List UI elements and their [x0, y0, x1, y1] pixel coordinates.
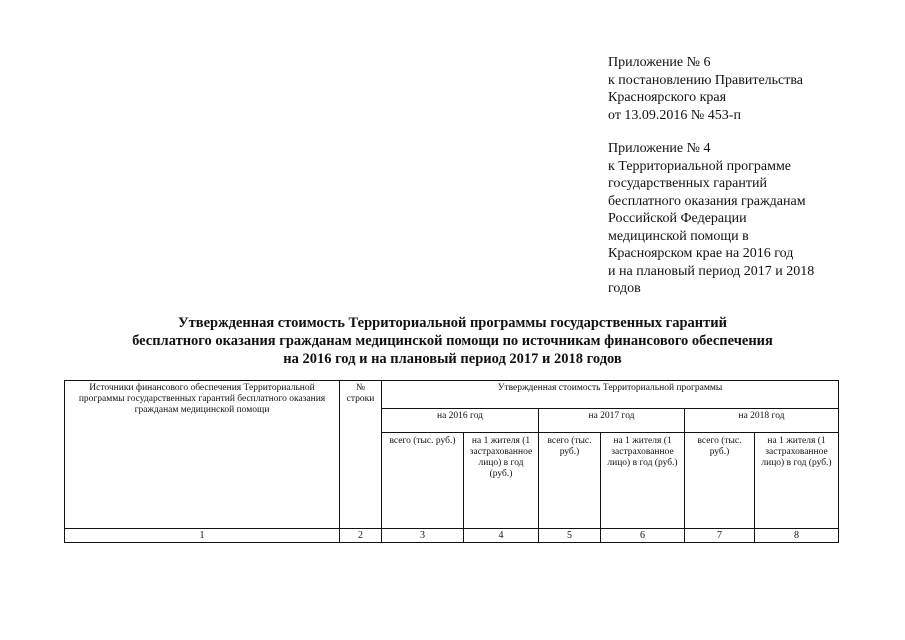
cost-header: Утвержденная стоимость Территориальной программы	[382, 381, 839, 409]
column-number: 4	[464, 529, 539, 543]
cost-table	[64, 380, 839, 543]
annex-4-line: бесплатного оказания гражданам	[608, 193, 806, 209]
subheader-total: всего (тыс. руб.)	[539, 433, 601, 529]
subheader-total: всего (тыс. руб.)	[685, 433, 755, 529]
annex-6-line: к постановлению Правительства	[608, 72, 804, 88]
year-2017-header: на 2017 год	[539, 409, 685, 433]
column-number: 1	[65, 529, 340, 543]
column-number: 7	[685, 529, 755, 543]
row-number-header: № строки	[340, 381, 382, 529]
subheader-per-capita: на 1 жителя (1 застрахованное лицо) в год (руб.)	[601, 433, 685, 529]
column-number: 5	[539, 529, 601, 543]
column-number: 6	[601, 529, 685, 543]
annex-4-line: годов	[608, 281, 641, 296]
title-line: на 2016 год и на плановый период 2017 и 2018 годов	[283, 351, 622, 367]
source-header: Источники финансового обеспечения Территориальной программы государственных гарантий бесплатного оказания гражданам медицинской помощи	[65, 381, 340, 529]
subheader-total: всего (тыс. руб.)	[382, 433, 464, 529]
annex-4-line: медицинской помощи в	[608, 228, 749, 244]
annex-6-line: Красноярского края	[608, 90, 727, 105]
column-number: 2	[340, 529, 382, 543]
subheader-per-capita: на 1 жителя (1 застрахованное лицо) в год (руб.)	[755, 433, 839, 529]
column-number: 3	[382, 529, 464, 543]
document-title	[0, 314, 905, 368]
annex-6-line: Приложение № 6	[608, 55, 711, 70]
title-line: бесплатного оказания гражданам медицинской помощи по источникам финансового обеспечения	[132, 333, 773, 349]
annex-4-line: к Территориальной программе	[608, 158, 792, 174]
annex-4-reference	[608, 140, 814, 298]
annex-6-line: от 13.09.2016 № 453-п	[608, 107, 741, 123]
annex-4-line: и на плановый период 2017 и 2018	[608, 263, 815, 279]
annex-4-line: Приложение № 4	[608, 141, 711, 156]
column-number: 8	[755, 529, 839, 543]
title-line: Утвержденная стоимость Территориальной программы государственных гарантий	[177, 315, 727, 331]
subheader-per-capita: на 1 жителя (1 застрахованное лицо) в год (руб.)	[464, 433, 539, 529]
annex-4-line: государственных гарантий	[608, 176, 767, 191]
annex-4-line: Российской Федерации	[608, 211, 747, 226]
annex-4-line: Красноярском крае на 2016 год	[608, 246, 794, 261]
year-2016-header: на 2016 год	[382, 409, 539, 433]
annex-6-reference	[608, 54, 803, 124]
year-2018-header: на 2018 год	[685, 409, 839, 433]
